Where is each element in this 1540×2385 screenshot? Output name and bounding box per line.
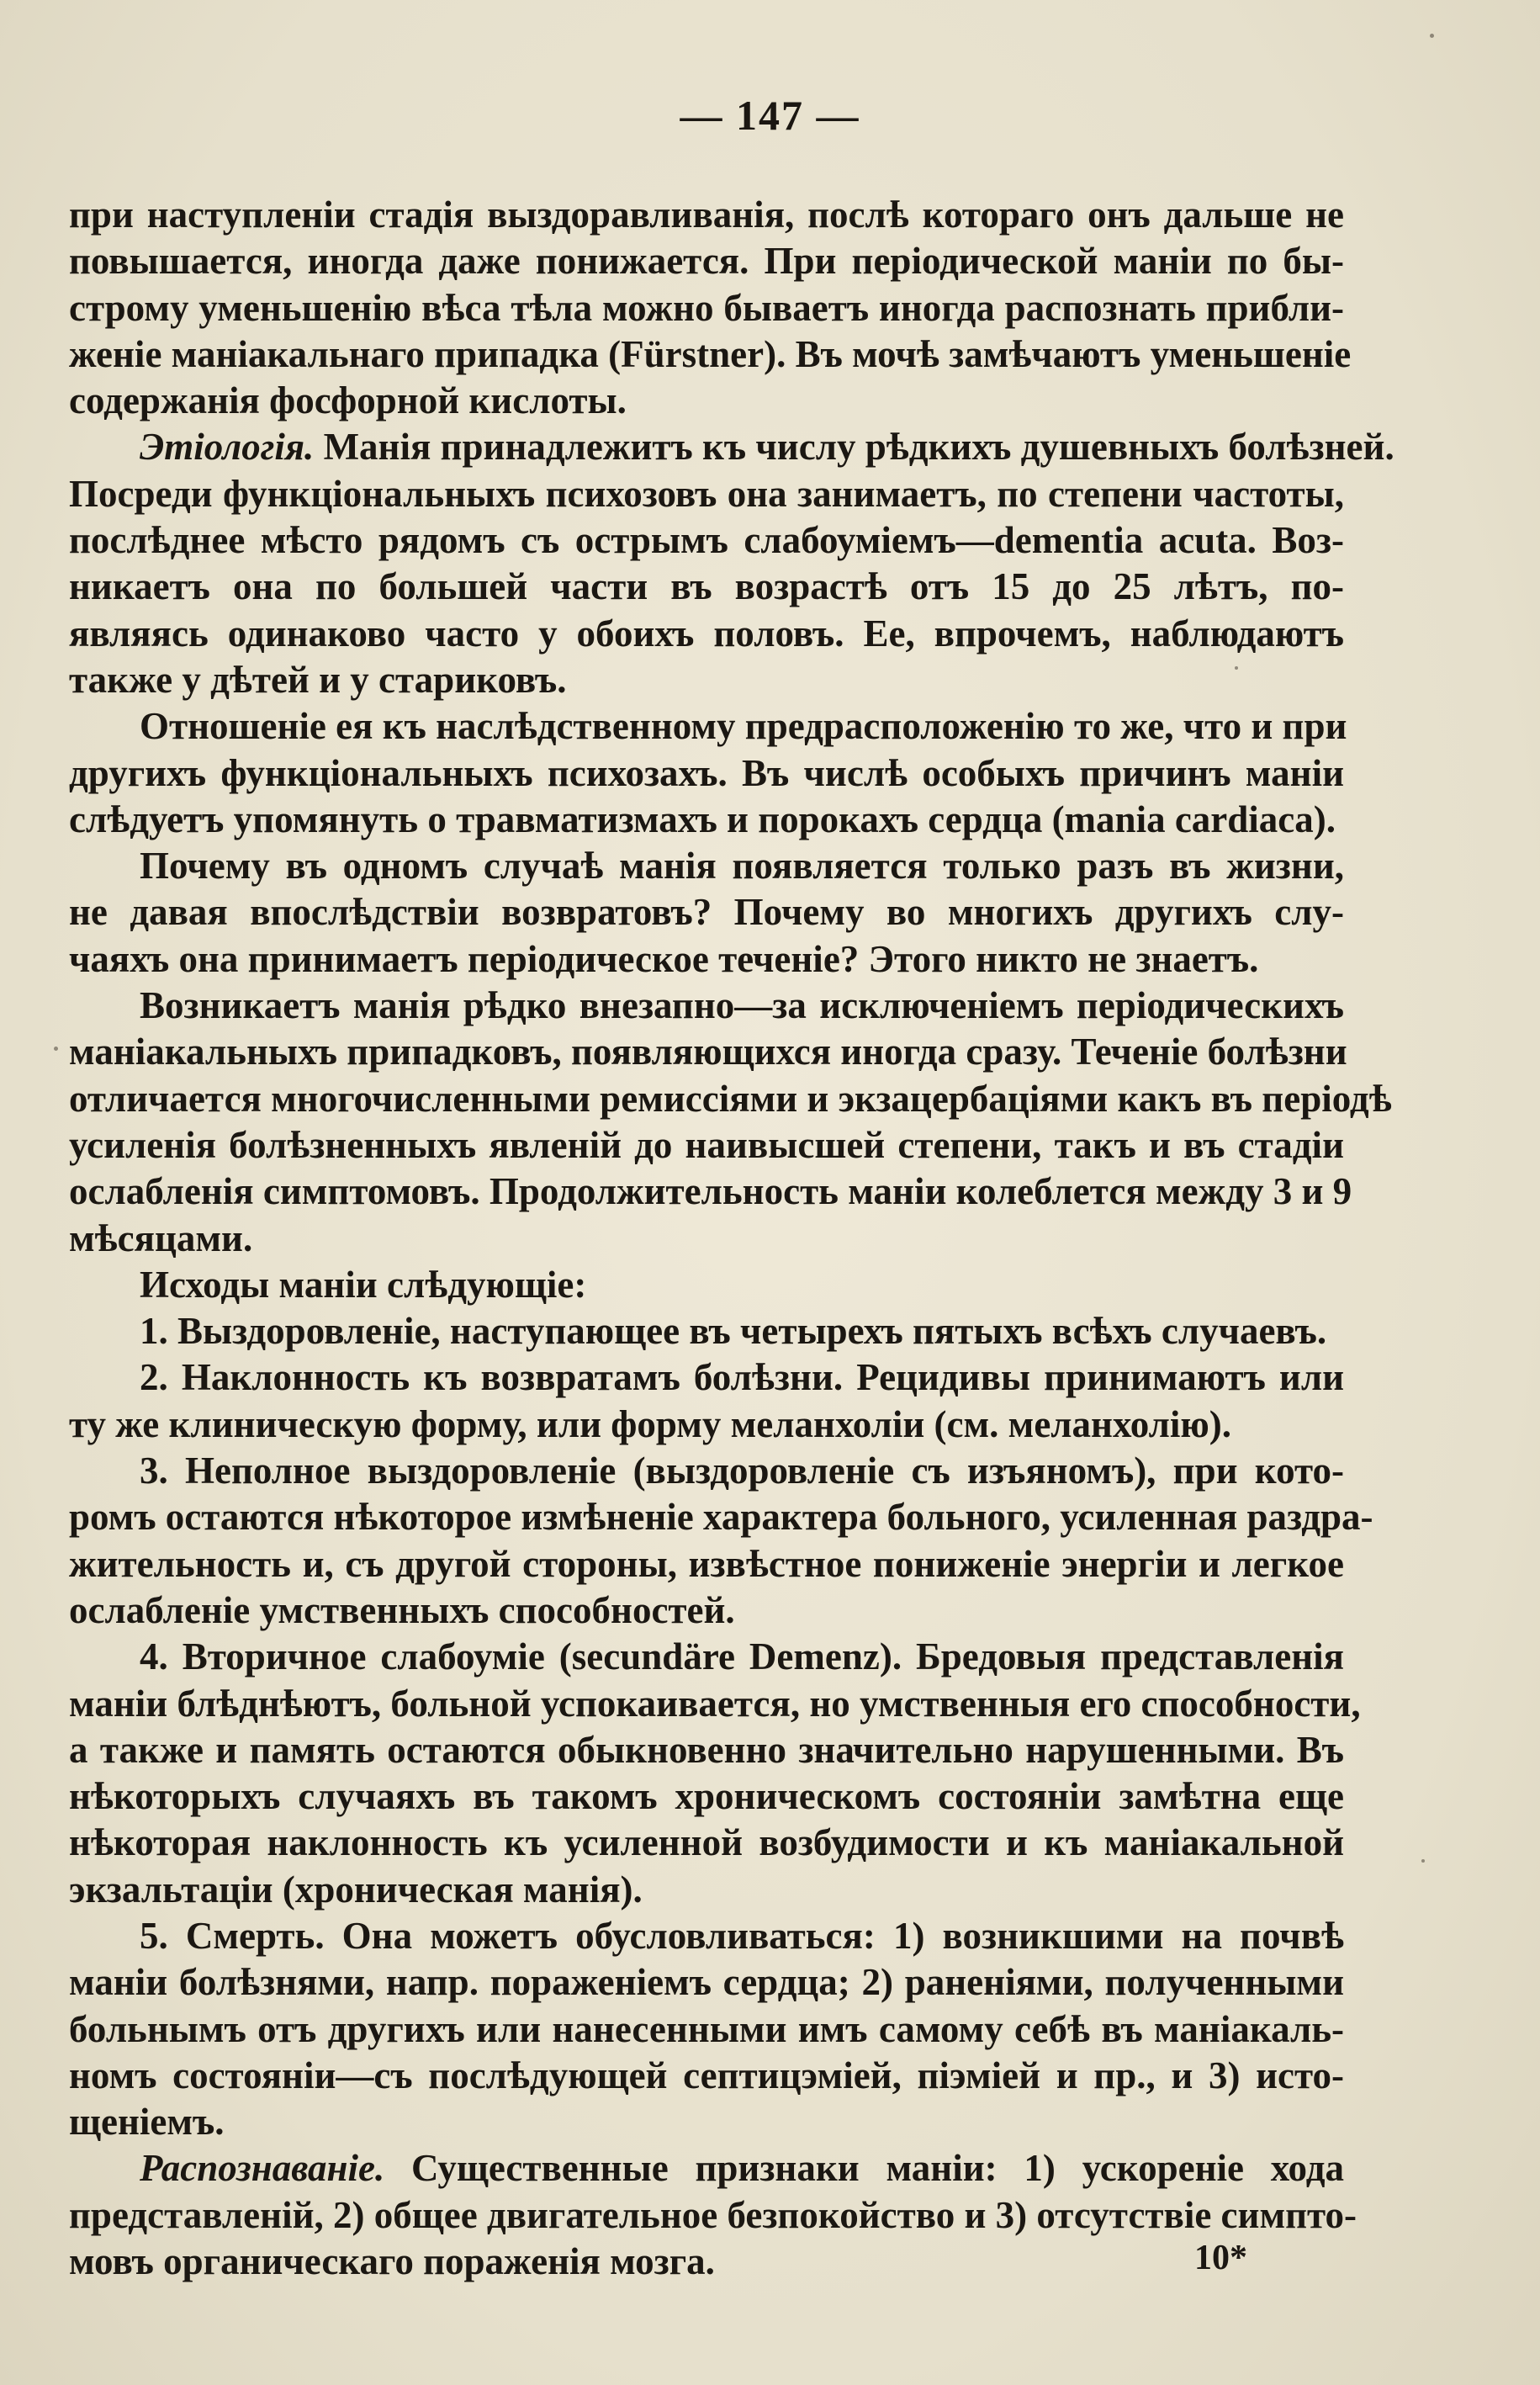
text-line: 5. Смерть. Она можетъ обусловливаться: 1) возникшими на почвѣ <box>140 1914 1344 1957</box>
text-line: нѣкоторыхъ случаяхъ въ такомъ хроническомъ состояніи замѣтна еще <box>69 1775 1344 1818</box>
text-line: номъ состояніи—съ послѣдующей септицэміей, піэміей и пр., и 3) исто- <box>69 2054 1344 2096</box>
paper-speck <box>1430 34 1434 38</box>
section-heading: Распознаваніе. <box>140 2147 385 2190</box>
text-line: Исходы маніи слѣдующіе: <box>140 1263 587 1306</box>
text-line: Распознаваніе. Существенные признаки маніи: 1) ускореніе хода <box>140 2147 1344 2190</box>
text-line: отличается многочисленными ремиссіями и экзацербаціями какъ въ періодѣ <box>69 1077 1392 1120</box>
text-line: никаетъ она по большей части въ возрастѣ отъ 15 до 25 лѣтъ, по- <box>69 565 1344 608</box>
text-line: строму уменьшенію вѣса тѣла можно бываетъ иногда распознать прибли- <box>69 286 1344 329</box>
section-heading: Этіологія. <box>140 426 315 469</box>
paper-speck <box>1235 666 1238 670</box>
text-line: маніи блѣднѣютъ, больной успокаивается, но умственныя его способности, <box>69 1682 1361 1725</box>
text-line: мѣсяцами. <box>69 1216 253 1259</box>
text-line: 3. Неполное выздоровленіе (выздоровленіе съ изъяномъ), при кото- <box>140 1450 1344 1492</box>
text-line: Почему въ одномъ случаѣ манія появляется только разъ въ жизни, <box>140 845 1344 888</box>
text-line: другихъ функціональныхъ психозахъ. Въ числѣ особыхъ причинъ маніи <box>69 751 1344 794</box>
text-line: жительность и, съ другой стороны, извѣстное пониженіе энергіи и легкое <box>69 1542 1344 1585</box>
paper-speck <box>54 1047 58 1051</box>
text-line: щеніемъ. <box>69 2101 225 2144</box>
text-line: 4. Вторичное слабоуміе (secundäre Demenz). Бредовыя представленія <box>140 1635 1344 1678</box>
text-line: нѣкоторая наклонность къ усиленной возбудимости и къ маніакальной <box>69 1821 1344 1864</box>
text-line: являясь одинаково часто у обоихъ половъ. Ее, впрочемъ, наблюдаютъ <box>69 612 1344 655</box>
text-line: ту же клиническую форму, или форму меланхоліи (см. меланхолію). <box>69 1402 1232 1445</box>
text-line: послѣднее мѣсто рядомъ съ острымъ слабоуміемъ—dementia acuta. Воз- <box>69 519 1344 562</box>
text-line: ослабленіе умственныхъ способностей. <box>69 1588 735 1631</box>
text-line: слѣдуетъ упомянуть о травматизмахъ и порокахъ сердца (mania cardiaca). <box>69 798 1336 840</box>
text-line: не давая впослѣдствіи возвратовъ? Почему во многихъ другихъ слу- <box>69 891 1344 934</box>
text-line: Посреди функціональныхъ психозовъ она занимаетъ, по степени частоты, <box>69 472 1344 515</box>
page-number: — 147 — <box>680 92 860 139</box>
text-line: а также и память остаются обыкновенно значительно нарушенными. Въ <box>69 1728 1344 1771</box>
text-line: 2. Наклонность къ возвратамъ болѣзни. Рецидивы принимаютъ или <box>140 1356 1344 1399</box>
text-line: при наступленіи стадія выздоравливанія, послѣ котораго онъ дальше не <box>69 193 1344 236</box>
text-line: усиленія болѣзненныхъ явленій до наивысшей степени, такъ и въ стадіи <box>69 1123 1344 1166</box>
text-line: маніи болѣзнями, напр. пораженіемъ сердца; 2) раненіями, полученными <box>69 1961 1344 2004</box>
text-line: содержанія фосфорной кислоты. <box>69 379 627 422</box>
text-line: повышается, иногда даже понижается. При періодической маніи по бы- <box>69 240 1344 283</box>
text-line: Возникаетъ манія рѣдко внезапно—за исключеніемъ періодическихъ <box>140 984 1344 1027</box>
text-line: ослабленія симптомовъ. Продолжительность маніи колеблется между 3 и 9 <box>69 1170 1352 1213</box>
text-line: ромъ остаются нѣкоторое измѣненіе характера больного, усиленная раздра- <box>69 1496 1373 1539</box>
text-line: чаяхъ она принимаетъ періодическое теченіе? Этого никто не знаетъ. <box>69 937 1259 980</box>
text-line: также у дѣтей и у стариковъ. <box>69 658 567 701</box>
text-line: маніакальныхъ припадковъ, появляющихся иногда сразу. Теченіе болѣзни <box>69 1031 1347 1073</box>
signature-mark: 10* <box>1194 2239 1247 2277</box>
text-line: мовъ органическаго пораженія мозга. <box>69 2240 715 2283</box>
text-line: экзальтаціи (хроническая манія). <box>69 1868 643 1911</box>
text-line: женіе маніакальнаго припадка (Fürstner). Въ мочѣ замѣчаютъ уменьшеніе <box>69 332 1352 375</box>
text-line: Этіологія. Манія принадлежитъ къ числу рѣдкихъ душевныхъ болѣзней. <box>140 426 1394 469</box>
text-line: 1. Выздоровленіе, наступающее въ четырехъ пятыхъ всѣхъ случаевъ. <box>140 1310 1327 1353</box>
paper-speck <box>1421 1859 1425 1863</box>
text-line: представленій, 2) общее двигательное безпокойство и 3) отсутствіе симпто- <box>69 2193 1357 2236</box>
text-line: Отношеніе ея къ наслѣдственному предрасположенію то же, что и при <box>140 705 1347 748</box>
text-line: больнымъ отъ другихъ или нанесенными имъ самому себѣ въ маніакаль- <box>69 2007 1344 2050</box>
body-text <box>69 192 1394 2285</box>
